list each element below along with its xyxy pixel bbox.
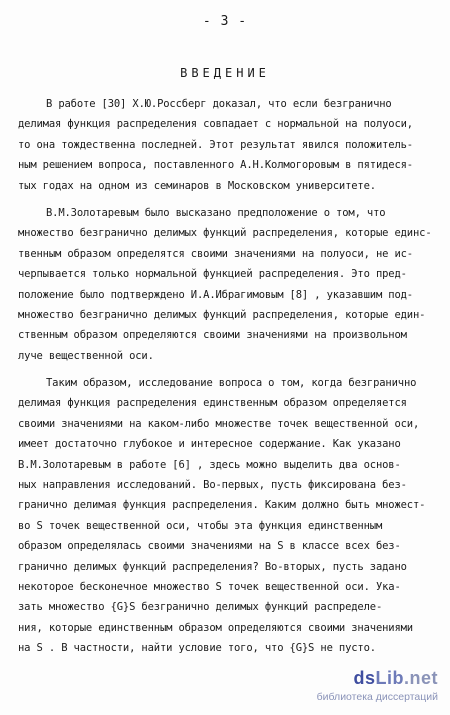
text-line: во S точек вещественной оси, чтобы эта функция единственным <box>18 519 383 532</box>
text-line: множество безгранично делимых функций распределения, которые единс- <box>18 227 432 240</box>
text-line: ных направления исследований. Во-первых, пусть фиксирована без- <box>18 479 407 492</box>
text-line: ственным образом определяются своими значениями на произвольном <box>18 329 407 342</box>
document-body <box>18 94 432 659</box>
text-line: гранично делимых функций распределения? Во-вторых, пусть задано <box>18 560 407 573</box>
text-line: Таким образом, исследование вопроса о том, когда безгранично <box>46 377 417 390</box>
text-line: В.М.Золотаревым было высказано предположение о том, что <box>46 206 386 219</box>
text-line: множество безгранично делимых функций распределения, которые един- <box>18 308 426 321</box>
text-line: зать множество {G}S безгранично делимых функций распределе- <box>18 601 383 614</box>
paragraph-1 <box>18 94 432 196</box>
text-line: ния, которые единственным образом определяются своими значениями <box>18 621 413 634</box>
text-line: твенным образом определятся своими значениями на полуоси, не ис- <box>18 247 413 260</box>
text-line: на S . В частности, найти условие того, что {G}S не пусто. <box>18 642 376 655</box>
text-line: некоторое бесконечное множество S точек вещественной оси. Ука- <box>18 580 401 593</box>
text-line: то она тождественна последней. Этот результат явился положитель- <box>18 138 413 151</box>
text-line: В работе [30] Х.Ю.Россберг доказал, что если безгранично <box>46 98 392 110</box>
text-line: В.М.Золотаревым в работе [6] , здесь можно выделить два основ- <box>18 458 401 471</box>
text-line: гранично делимая функция распределения. Каким должно быть множест- <box>18 499 426 512</box>
text-line: луче вещественной оси. <box>18 349 154 362</box>
watermark-subtitle: библиотека диссертаций <box>316 691 438 703</box>
text-line: делимая функция распределения совпадает с нормальной на полуоси, <box>18 118 413 131</box>
page-number: - 3 - <box>202 14 248 29</box>
text-line: образом определялась своими значениями на S в классе всех без- <box>18 540 401 553</box>
watermark-logo: dsLib.net <box>353 668 438 688</box>
watermark <box>317 668 438 703</box>
section-heading: ВВЕДЕНИЕ <box>180 66 270 80</box>
text-line: делимая функция распределения единственным образом определяется <box>18 397 407 410</box>
text-line: своими значениями на каком-либо множестве точек вещественной оси, <box>18 417 420 430</box>
text-line: имеет достаточно глубокое и интересное содержание. Как указано <box>18 438 401 451</box>
text-line: ным решением вопроса, поставленного А.Н.Колмогоровым в пятидеся- <box>18 159 413 172</box>
text-line: черпывается только нормальной функцией распределения. Это пред- <box>18 268 407 281</box>
text-line: тых годах на одном из семинаров в Московском университете. <box>18 179 376 192</box>
paragraph-2 <box>18 203 432 366</box>
text-line: положение было подтверждено И.А.Ибрагимовым [8] , указавшим под- <box>18 288 413 301</box>
paragraph-3 <box>18 373 432 658</box>
